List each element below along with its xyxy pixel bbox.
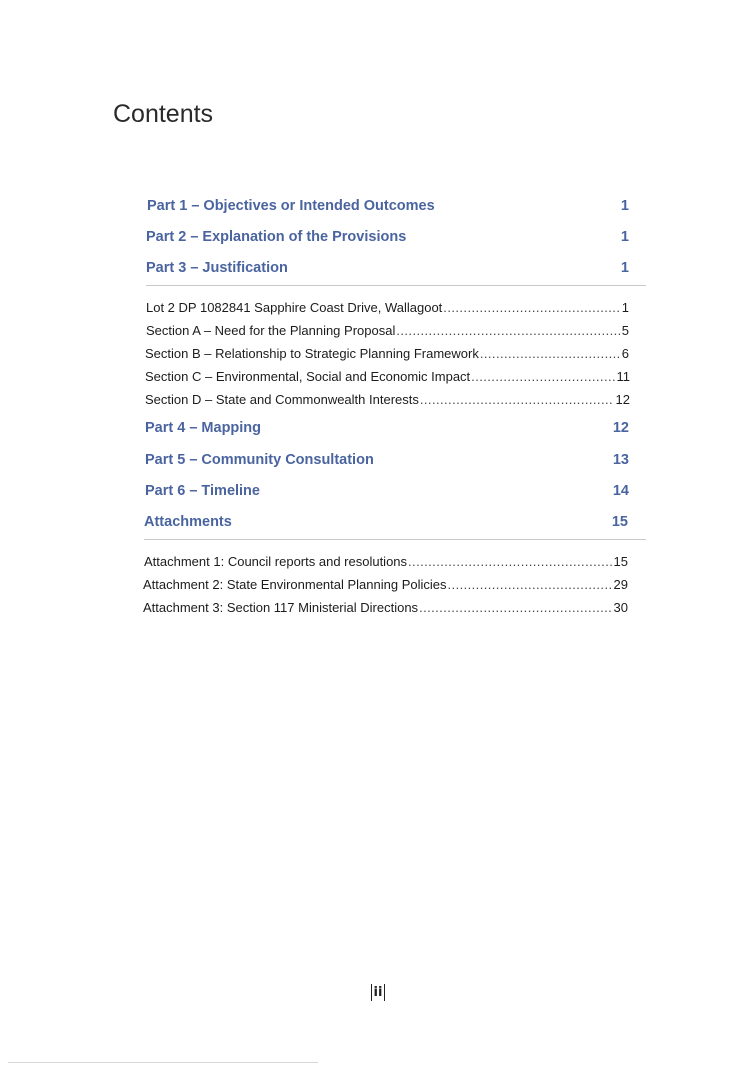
toc-entry-page: 13	[612, 452, 629, 468]
dot-leader	[419, 600, 611, 615]
toc-subentry[interactable]	[146, 323, 629, 338]
toc-part-4[interactable]	[145, 420, 629, 436]
toc-entry-page: 12	[612, 420, 629, 436]
toc-entry-label: Lot 2 DP 1082841 Sapphire Coast Drive, Wallagoot	[146, 300, 443, 315]
toc-entry-label: Section A – Need for the Planning Proposal	[146, 323, 396, 338]
dot-leader	[396, 323, 619, 338]
toc-entry-page: 12	[615, 392, 630, 407]
toc-entry-label: Part 1 – Objectives or Intended Outcomes	[147, 198, 435, 214]
toc-entry-page: 15	[611, 514, 628, 530]
toc-subentry[interactable]	[145, 392, 630, 407]
toc-entry-label: Attachment 2: State Environmental Planning Policies	[143, 577, 447, 592]
toc-subentry[interactable]	[143, 600, 628, 615]
toc-entry-page: 29	[613, 577, 628, 592]
toc-entry-page: 1	[620, 229, 629, 245]
toc-entry-page: 1	[621, 300, 629, 315]
toc-part-3[interactable]	[146, 260, 629, 276]
toc-entry-label: Part 2 – Explanation of the Provisions	[146, 229, 407, 245]
toc-entry-page: 11	[616, 369, 630, 384]
toc-entry-label: Part 6 – Timeline	[145, 483, 260, 499]
divider	[144, 539, 646, 540]
dot-leader	[480, 346, 620, 361]
footer-bar-right	[384, 984, 385, 1001]
scan-edge-line	[8, 1062, 318, 1063]
toc-entry-page: 1	[620, 198, 629, 214]
toc-entry-page: 14	[612, 483, 629, 499]
toc-subentry[interactable]	[145, 369, 630, 384]
toc-subentry[interactable]	[145, 346, 629, 361]
toc-entry-label: Attachment 1: Council reports and resolutions	[144, 554, 408, 569]
toc-attachments[interactable]	[144, 514, 628, 530]
toc-subentry[interactable]	[146, 300, 629, 315]
toc-part-1[interactable]	[147, 198, 629, 214]
toc-entry-label: Part 5 – Community Consultation	[145, 452, 374, 468]
toc-part-6[interactable]	[145, 483, 629, 499]
toc-part-2[interactable]	[146, 229, 629, 245]
page-number: ii	[373, 985, 383, 1000]
toc-subentry[interactable]	[144, 554, 628, 569]
dot-leader	[420, 392, 614, 407]
toc-part-5[interactable]	[145, 452, 629, 468]
toc-subentry[interactable]	[143, 577, 628, 592]
toc-entry-page: 30	[613, 600, 628, 615]
page-title: Contents	[113, 100, 214, 128]
toc-entry-label: Attachments	[144, 514, 232, 530]
toc-entry-page: 6	[621, 346, 629, 361]
dot-leader	[408, 554, 612, 569]
toc-entry-label: Section D – State and Commonwealth Interests	[145, 392, 419, 407]
dot-leader	[443, 300, 619, 315]
dot-leader	[448, 577, 612, 592]
divider	[146, 285, 646, 286]
toc-entry-label: Part 4 – Mapping	[145, 420, 262, 436]
footer-bar-left	[371, 984, 372, 1001]
toc-entry-label: Attachment 3: Section 117 Ministerial Directions	[143, 600, 419, 615]
toc-entry-label: Section C – Environmental, Social and Economic Impact	[145, 369, 471, 384]
toc-entry-page: 5	[621, 323, 629, 338]
toc-entry-page: 15	[613, 554, 628, 569]
toc-entry-label: Section B – Relationship to Strategic Planning Framework	[145, 346, 479, 361]
dot-leader	[471, 369, 614, 384]
toc-entry-page: 1	[620, 260, 629, 276]
toc-entry-label: Part 3 – Justification	[146, 260, 288, 276]
page-footer	[0, 984, 756, 1001]
